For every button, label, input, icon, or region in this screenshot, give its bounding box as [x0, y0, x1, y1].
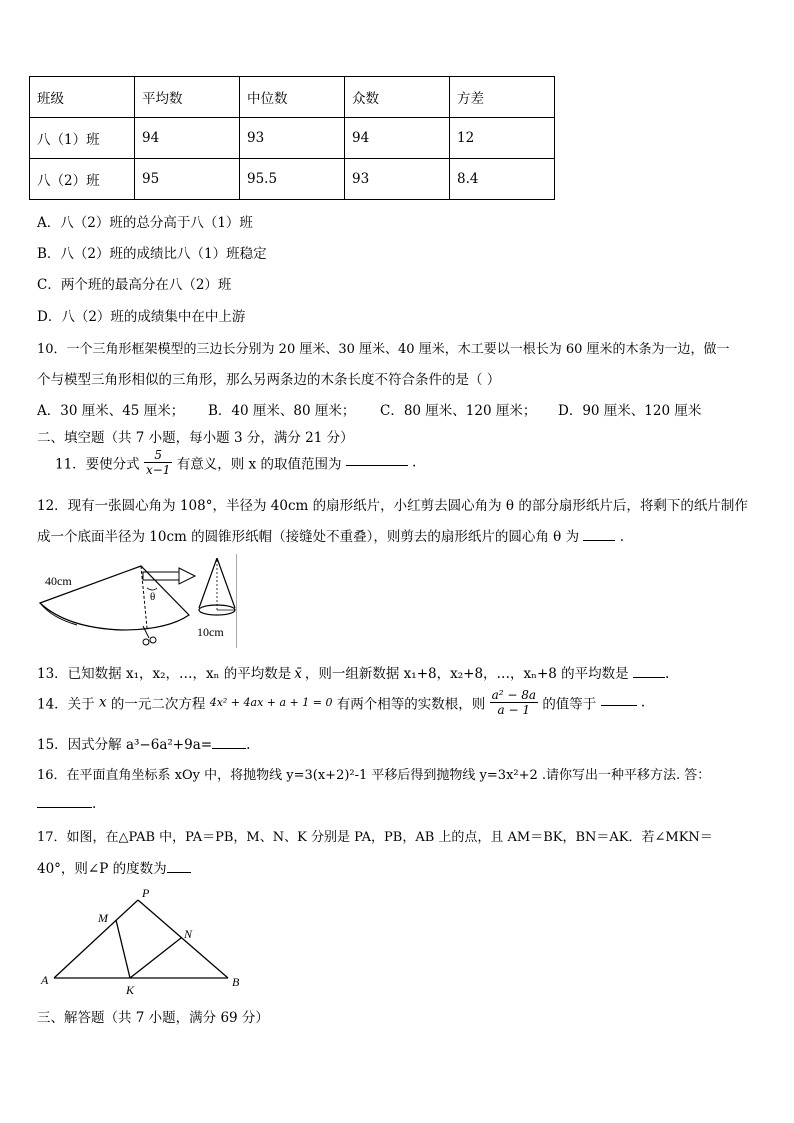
q14-fraction: [490, 688, 538, 717]
table-cell: 95.5: [240, 159, 345, 200]
table-cell: 12: [450, 118, 555, 159]
q11-prefix: 11．要使分式: [55, 456, 140, 473]
q13-suffix: ，则一组新数据 x₁+8，x₂+8，…，xₙ+8 的平均数是: [304, 666, 629, 682]
side-PA: [54, 900, 138, 978]
table-row: [30, 118, 555, 159]
q15: [37, 733, 250, 753]
q9-option-b: B．八（2）班的成绩比八（1）班稳定: [37, 246, 267, 262]
q14-var: x: [98, 694, 107, 711]
theta-label: θ: [150, 591, 156, 603]
q11-fraction-numerator: 5: [144, 448, 172, 463]
table-cell: 94: [135, 118, 240, 159]
q14-end: .: [640, 694, 646, 711]
q12-answer-blank[interactable]: [583, 539, 615, 541]
q9-option-c: C．两个班的最高分在八（2）班: [37, 277, 232, 293]
q12-line-2-wrap: [37, 525, 624, 545]
q15-answer-blank[interactable]: [212, 747, 246, 749]
q13-prefix: 13．已知数据 x₁，x₂，…，xₙ 的平均数是: [37, 666, 292, 682]
q12-line-2: 成一个底面半径为 10cm 的圆锥形纸帽（接缝处不重叠），则剪去的扇形纸片的圆心角 θ 为: [37, 529, 580, 545]
q11: [55, 448, 416, 477]
q9-option-a: A．八（2）班的总分高于八（1）班: [37, 215, 253, 231]
q11-fraction-denominator: x−1: [145, 463, 171, 477]
q13: [37, 662, 669, 682]
q14-suffix: 的值等于: [542, 696, 597, 713]
q13-answer-blank[interactable]: [633, 676, 665, 678]
label-P: P: [142, 886, 150, 900]
q10-option-c: C．80 厘米、120 厘米；: [380, 403, 537, 419]
label-A: A: [41, 973, 49, 987]
section-2-heading: 二、填空题（共 7 小题，每小题 3 分，满分 21 分）: [37, 430, 354, 446]
q10-option-d: D．90 厘米、120 厘米: [558, 403, 702, 419]
q14-fraction-numerator: a² − 8a: [491, 688, 537, 702]
q17-line-2: 40°，则∠P 的度数为: [37, 861, 167, 877]
label-M: M: [98, 911, 108, 925]
q11-fraction: [144, 448, 172, 477]
q10-line-2: 个与模型三角形相似的三角形，那么另两条边的木条长度不符合条件的是（ ）: [37, 372, 501, 388]
label-K: K: [126, 983, 135, 997]
table-header-cell: 众数: [345, 77, 450, 118]
q15-text: 15．因式分解 a³−6a²+9a=: [37, 737, 213, 753]
label-B: B: [232, 975, 240, 989]
q12-line-1: 12．现有一张圆心角为 108°，半径为 40cm 的扇形纸片，小红剪去圆心角为 θ 的部分扇形纸片后，将剩下的纸片制作: [37, 498, 748, 514]
q17-triangle-figure: [36, 884, 250, 998]
table-header-row: [30, 77, 555, 118]
table-header-cell: 班级: [30, 77, 135, 118]
q11-suffix: 有意义，则 x 的取值范围为: [176, 456, 342, 473]
table-header-cell: 中位数: [240, 77, 345, 118]
side-PB: [138, 900, 228, 978]
q16-answer-blank[interactable]: [37, 806, 92, 808]
table-cell: 8.4: [450, 159, 555, 200]
label-N: N: [184, 927, 193, 941]
q10-line-1: 10．一个三角形框架模型的三边长分别为 20 厘米、30 厘米、40 厘米，木工要以一根长为 60 厘米的木条为一边，做一: [37, 342, 730, 357]
q12-figure: [37, 558, 237, 650]
radius-label: 40cm: [45, 574, 72, 588]
q14-mid-2: 有两个相等的实数根，则: [336, 696, 486, 713]
cone-figure: [199, 558, 235, 615]
figure-divider: [236, 554, 237, 648]
q14-equation: 4x² + 4ax + a + 1 = 0: [209, 696, 333, 709]
segment-KN: [130, 938, 181, 978]
table-header-cell: 平均数: [135, 77, 240, 118]
q14-mid: 的一元二次方程: [110, 696, 206, 713]
q16-line-2: [37, 796, 96, 812]
q13-end: .: [664, 666, 670, 682]
q14-answer-blank[interactable]: [601, 704, 637, 706]
q17-line-2-wrap: [37, 857, 191, 877]
table-cell: 93: [345, 159, 450, 200]
cut-line: [141, 566, 147, 628]
q15-end: .: [246, 737, 251, 753]
q11-end: .: [412, 454, 417, 471]
q16-line-1: 16．在平面直角坐标系 xOy 中，将抛物线 y=3(x+2)²-1 平移后得到抛物线 y=3x²+2 .请你写出一种平移方法. 答：: [37, 768, 711, 783]
table-cell: 95: [135, 159, 240, 200]
q12-end: .: [619, 529, 624, 545]
q14-fraction-denominator: a − 1: [497, 703, 531, 717]
table-row: [30, 159, 555, 200]
section-3-heading: 三、解答题（共 7 小题，满分 69 分）: [37, 1010, 269, 1026]
q9-option-d: D．八（2）班的成绩集中在中上游: [37, 309, 246, 325]
statistics-table: [29, 76, 555, 200]
table-cell: 八（1）班: [30, 118, 135, 159]
segment-MK: [116, 920, 130, 978]
q17-answer-blank[interactable]: [167, 871, 191, 873]
q10-option-a: A．30 厘米、45 厘米；: [37, 403, 185, 419]
table-cell: 93: [240, 118, 345, 159]
base-radius-label: 10cm: [197, 625, 224, 639]
q11-answer-blank[interactable]: [346, 464, 408, 466]
q13-xbar: x̄: [294, 666, 302, 682]
theta-arc: [147, 588, 157, 590]
table-cell: 八（2）班: [30, 159, 135, 200]
table-header-cell: 方差: [450, 77, 555, 118]
q17-line-1: 17．如图，在△PAB 中，PA＝PB，M、N、K 分别是 PA，PB，AB 上的点，且 AM＝BK，BN＝AK．若∠MKN＝: [37, 830, 713, 845]
q14: [37, 688, 645, 717]
q10-option-b: B．40 厘米、80 厘米；: [208, 403, 356, 419]
table-cell: 94: [345, 118, 450, 159]
q14-prefix: 14．关于: [37, 696, 95, 713]
q16-end: .: [92, 796, 97, 812]
